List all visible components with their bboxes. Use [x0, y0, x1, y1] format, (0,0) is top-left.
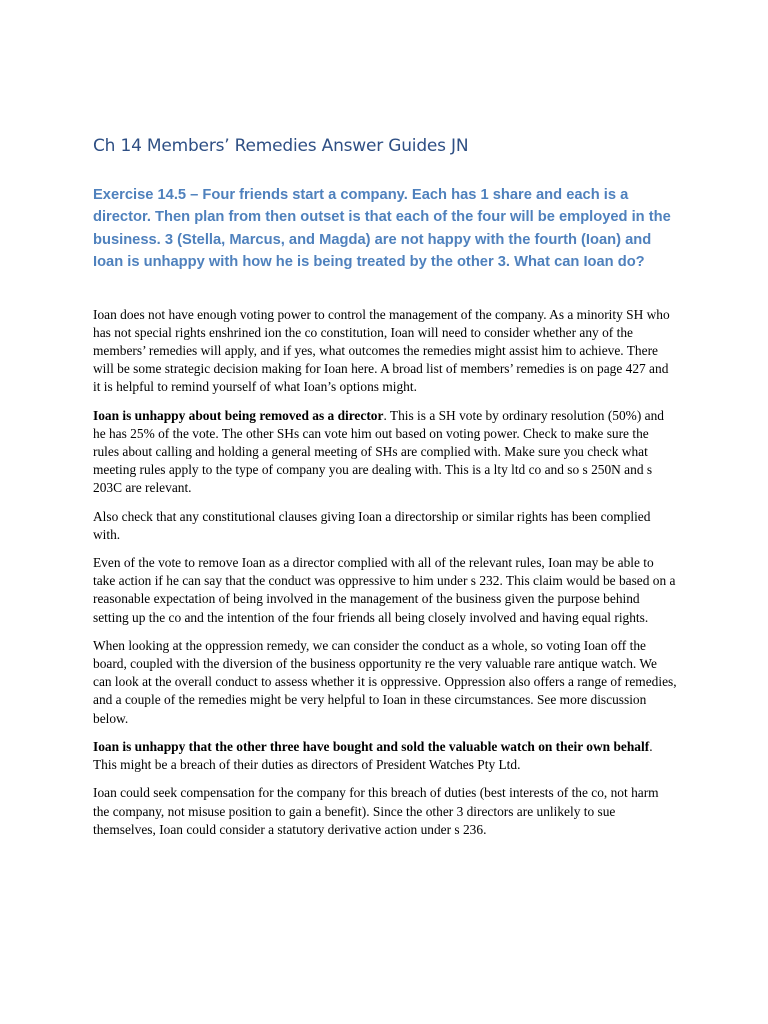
paragraph-oppression-remedy: When looking at the oppression remedy, we can consider the conduct as a whole, so voting Ioan off the board, coupled with the diversion of the business opportunity re the very valuable rare antique watch. We can look at the overall conduct to assess whether it is oppressive. Oppression also offers a range of remedies, and a couple of the remedies might be very helpful to Ioan in these circumstances. See more discussion below.	[93, 637, 677, 726]
paragraph-watch-sale	[93, 738, 678, 774]
document-title: Ch 14 Members’ Remedies Answer Guides JN	[93, 136, 469, 156]
paragraph-constitutional-clauses: Also check that any constitutional clauses giving Ioan a directorship or similar rights has been complied with.	[93, 508, 651, 542]
paragraph-removed-director	[93, 407, 678, 498]
exercise-heading: Exercise 14.5 – Four friends start a company. Each has 1 share and each is a director. Then plan from then outset is that each of the four will be employed in the business. 3 (Stella, Marcus, and Magda) are not happy with the fourth (Ioan) and Ioan is unhappy with how he is being treated by the other 3. What can Ioan do?	[93, 187, 671, 271]
paragraph-oppression-claim: Even of the vote to remove Ioan as a director complied with all of the relevant rules, Ioan may be able to take action if he can say that the conduct was oppressive to him under s 232. This claim would be based on a reasonable expectation of being involved in the management of the business given the purpose behind setting up the co and the intention of the four friends all being closely involved and having equal rights.	[93, 555, 676, 625]
paragraph-watch-sale-lead: Ioan is unhappy that the other three have bought and sold the valuable watch on their own behalf	[93, 738, 650, 754]
paragraph-voting-power: Ioan does not have enough voting power to control the management of the company. As a minority SH who has not special rights enshrined ion the co constitution, Ioan will need to consider whether any of the members’ remedies will apply, and if yes, what outcomes the remedies might assist him to achieve. There will be some strategic decision making for Ioan here. A broad list of members’ remedies is on page 427 and it is helpful to remind yourself of what Ioan’s options might.	[93, 306, 670, 395]
paragraph-watch-sale-text: . This might be a breach of their duties as directors of President Watches Pty Ltd.	[93, 738, 653, 773]
document-body	[93, 306, 678, 839]
paragraph-removed-director-text: . This is a SH vote by ordinary resolution (50%) and he has 25% of the vote. The other SHs can vote him out based on voting power. Check to make sure the rules about calling and holding a general meeting of SHs are complied with. Make sure you check what meeting rules apply to the type of company you are dealing with. This is a lty ltd co and so s 250N and s 203C are relevant.	[93, 407, 664, 496]
paragraph-derivative-action: Ioan could seek compensation for the company for this breach of duties (best interests of the co, not harm the company, not misuse position to gain a benefit). Since the other 3 directors are unlikely to sue themselves, Ioan could consider a statutory derivative action under s 236.	[93, 785, 659, 837]
paragraph-removed-director-lead: Ioan is unhappy about being removed as a director	[93, 407, 384, 423]
